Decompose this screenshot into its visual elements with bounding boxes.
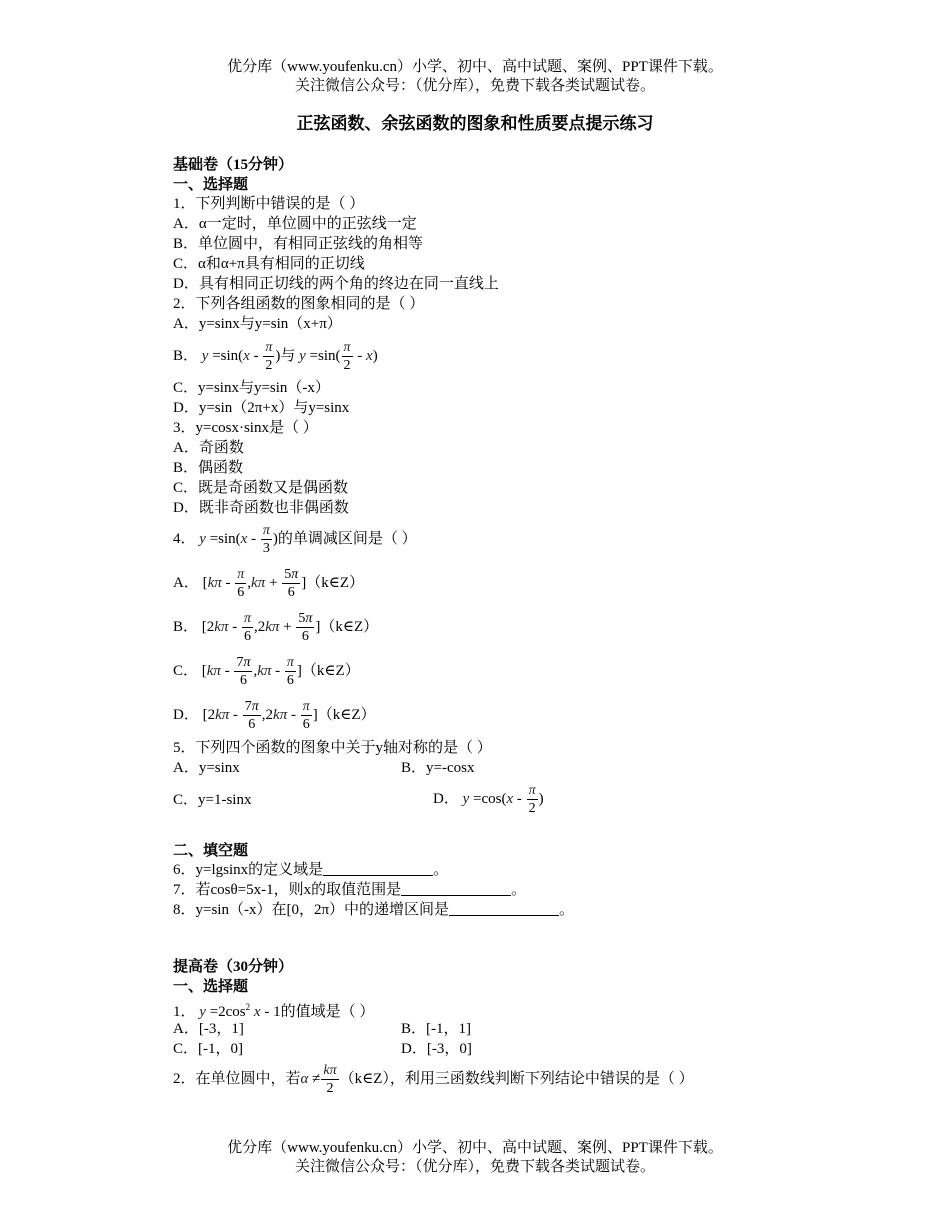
q4-tail: 的单调减区间是（ ） bbox=[277, 531, 417, 547]
q4-option-a: A． [kπ - $\frac{\pi}{6}$ ,kπ + $\frac{5\pi}{6}$ ]（k∈Z） bbox=[173, 567, 364, 601]
answer-blank[interactable] bbox=[449, 901, 559, 916]
q5-option-a: A．y=sinx bbox=[173, 760, 240, 776]
q2-stem: 2．下列各组函数的图象相同的是（ ） bbox=[173, 296, 425, 312]
q8-text: 8．y=sin（-x）在[0，2π）中的递增区间是 bbox=[173, 902, 450, 918]
adv-q1-stem: 1． $y =2\cos^2$ x - 1的值域是（ ） bbox=[173, 1002, 375, 1020]
adv-q2-stem: 2．在单位圆中，若α ≠ $\frac{k\pi}{2}$ （k∈Z），利用三函数线判断下列结论中错误的是（ ） bbox=[173, 1063, 694, 1097]
basic-section-choice: 一、选择题 bbox=[173, 177, 249, 193]
q4-c-label: C． bbox=[173, 663, 199, 679]
q5-stem: 5．下列四个函数的图象中关于y轴对称的是（ ） bbox=[173, 740, 492, 756]
q8 bbox=[173, 900, 574, 920]
adv-q1-option-d: D．[-3，0] bbox=[401, 1041, 472, 1057]
q2-option-b-label: B． bbox=[173, 348, 199, 364]
page-title: 正弦函数、余弦函数的图象和性质要点提示练习 bbox=[296, 114, 654, 133]
header-line-1: 优分库（www.youfenku.cn）小学、初中、高中试题、案例、PPT课件下载。 bbox=[227, 59, 723, 75]
q4-option-d: D． [2kπ - $\frac{7\pi}{6}$ ,2kπ - $\frac{\pi}{6}$ ]（k∈Z） bbox=[173, 699, 376, 733]
footer-line-2: 关注微信公众号：（优分库），免费下载各类试题试卷。 bbox=[294, 1159, 655, 1175]
answer-blank[interactable] bbox=[401, 881, 511, 896]
q3-stem: 3．y=cosx·sinx是（ ） bbox=[173, 420, 318, 436]
q5-option-c: C．y=1-sinx bbox=[173, 792, 252, 808]
q4-stem: 4． y =sin(x - $\frac{\pi}{3}$ )的单调减区间是（ ） bbox=[173, 523, 417, 557]
q8-end: 。 bbox=[559, 902, 575, 918]
q5-option-d: D． y =cos(x - $\frac{\pi}{2}$ ) bbox=[433, 783, 544, 817]
kz-note: （k∈Z） bbox=[317, 707, 376, 723]
q4-a-label: A． bbox=[173, 575, 199, 591]
q4-option-b: B． [2kπ - $\frac{\pi}{6}$ ,2kπ + $\frac{5\pi}{6}$ ]（k∈Z） bbox=[173, 611, 379, 645]
kz-note: （k∈Z） bbox=[320, 619, 379, 635]
q7-text: 7．若cosθ=5x-1，则x的取值范围是 bbox=[173, 882, 402, 898]
q1-option-c: C．α和α+π具有相同的正切线 bbox=[173, 256, 365, 272]
q6-text: 6．y=lgsinx的定义域是 bbox=[173, 862, 324, 878]
fraction: $\frac{\pi}{3}$ bbox=[262, 523, 270, 557]
basic-section-fill: 二、填空题 bbox=[173, 843, 249, 859]
q6-end: 。 bbox=[433, 862, 449, 878]
q3-option-c: C．既是奇函数又是偶函数 bbox=[173, 480, 349, 496]
adv-q1-option-b: B．[-1，1] bbox=[401, 1021, 471, 1037]
q2-option-d: D．y=sin（2π+x）与y=sinx bbox=[173, 400, 350, 416]
adv-q1-option-a: A．[-3，1] bbox=[173, 1021, 244, 1037]
q5-option-b: B．y=-cosx bbox=[401, 760, 475, 776]
adv-q1-label: 1． bbox=[173, 1004, 196, 1020]
q6 bbox=[173, 860, 448, 880]
footer-line-1: 优分库（www.youfenku.cn）小学、初中、高中试题、案例、PPT课件下载。 bbox=[227, 1140, 723, 1156]
q5-d-label: D． bbox=[433, 791, 459, 807]
kz-note: （k∈Z） bbox=[306, 575, 364, 591]
q2-option-b-joiner: 与 bbox=[280, 348, 296, 364]
q3-option-b: B．偶函数 bbox=[173, 460, 244, 476]
q3-option-a: A．奇函数 bbox=[173, 440, 244, 456]
q1-option-d: D．具有相同正切线的两个角的终边在同一直线上 bbox=[173, 276, 499, 292]
adv-q2-tail: （k∈Z），利用三函数线判断下列结论中错误的是（ ） bbox=[339, 1071, 694, 1087]
q1-option-a: A．α一定时，单位圆中的正弦线一定 bbox=[173, 216, 417, 232]
q7 bbox=[173, 880, 526, 900]
answer-blank[interactable] bbox=[323, 861, 433, 876]
basic-heading: 基础卷（15分钟） bbox=[173, 157, 294, 173]
advanced-section-choice: 一、选择题 bbox=[173, 979, 249, 995]
fraction: $\frac{\pi}{2}$ bbox=[265, 340, 273, 374]
q4-option-c: C． [kπ - $\frac{7\pi}{6}$ ,kπ - $\frac{\pi}{6}$ ]（k∈Z） bbox=[173, 655, 360, 689]
q2-option-c: C．y=sinx与y=sin（-x） bbox=[173, 380, 330, 396]
q1-option-b: B．单位圆中，有相同正弦线的角相等 bbox=[173, 236, 424, 252]
advanced-heading: 提高卷（30分钟） bbox=[173, 959, 294, 975]
adv-q1-tail: 的值域是（ ） bbox=[280, 1004, 375, 1020]
q2-option-b: B． y =sin(x - $\frac{\pi}{2}$ )与 y =sin( $\frac{\pi}{2}$ - x) bbox=[173, 340, 378, 374]
fraction: $\frac{\pi}{2}$ bbox=[343, 340, 351, 374]
q4-b-label: B． bbox=[173, 619, 199, 635]
header-line-2: 关注微信公众号：（优分库），免费下载各类试题试卷。 bbox=[294, 78, 655, 94]
q4-label: 4． bbox=[173, 531, 196, 547]
adv-q2-label: 2．在单位圆中，若 bbox=[173, 1071, 301, 1087]
q7-end: 。 bbox=[511, 882, 527, 898]
formula: y bbox=[201, 348, 209, 364]
q1-stem: 1．下列判断中错误的是（ ） bbox=[173, 196, 365, 212]
kz-note: （k∈Z） bbox=[301, 663, 360, 679]
q3-option-d: D．既非奇函数也非偶函数 bbox=[173, 500, 349, 516]
q4-d-label: D． bbox=[173, 707, 199, 723]
q2-option-a: A．y=sinx与y=sin（x+π） bbox=[173, 316, 342, 332]
adv-q1-option-c: C．[-1，0] bbox=[173, 1041, 243, 1057]
